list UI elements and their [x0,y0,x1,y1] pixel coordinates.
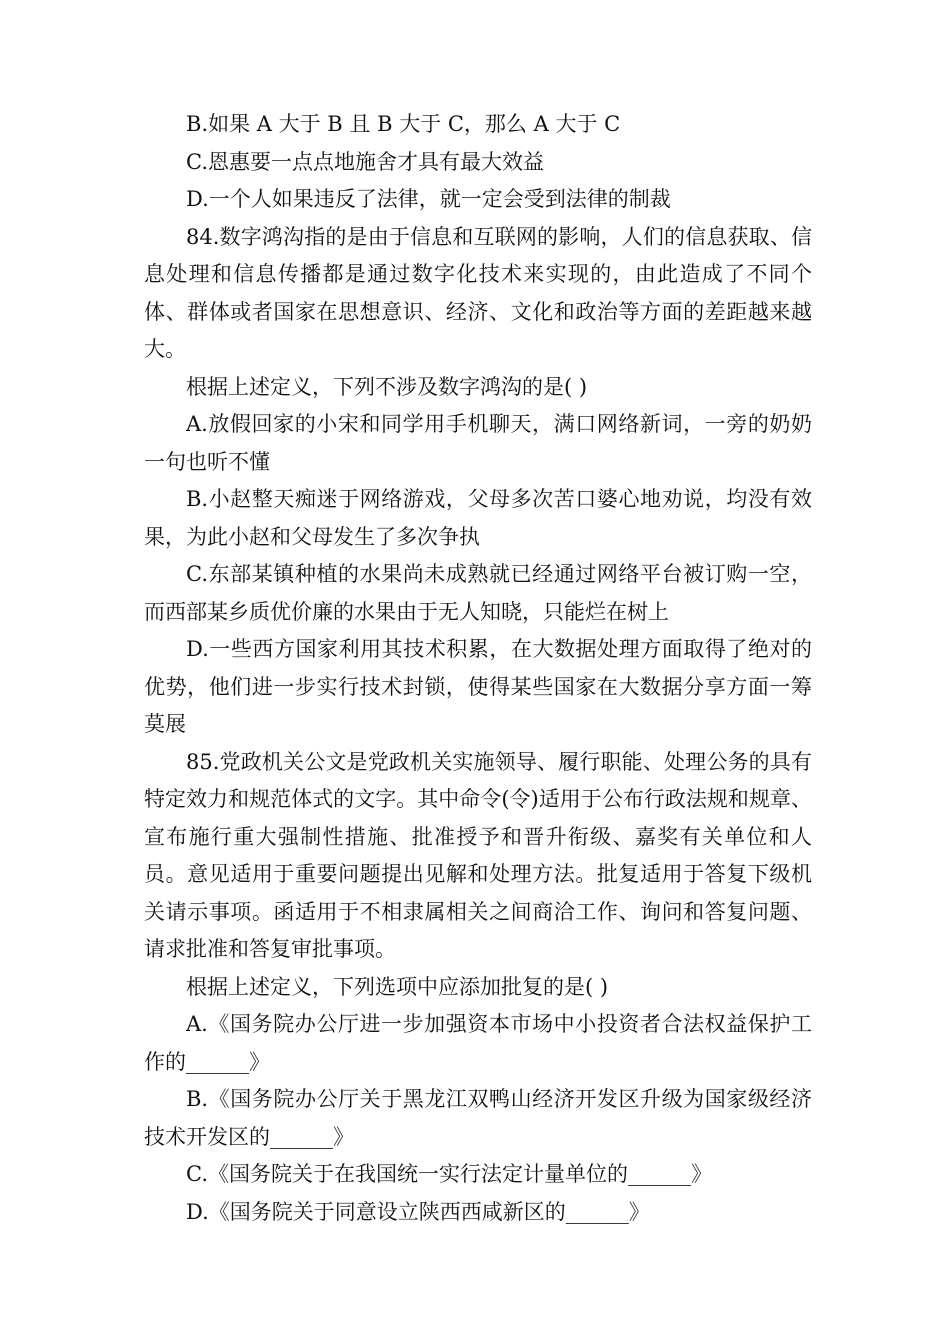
option-c-q84: C.东部某镇种植的水果尚未成熟就已经通过网络平台被订购一空，而西部某乡质优价廉的水果由于无人知晓，只能烂在树上 [144,562,812,624]
option-c-q83: C.恩惠要一点点地施舍才具有最大效益 [186,149,544,174]
option-d-q84: D.一些西方国家利用其技术积累，在大数据处理方面取得了绝对的优势，他们进一步实行技术封锁，使得某些国家在大数据分享方面一筹莫展 [144,637,812,736]
document-page [144,106,812,1231]
option-d-q83: D.一个人如果违反了法律，就一定会受到法律的制裁 [186,187,671,211]
option-c-q85: C.《国务院关于在我国统一实行法定计量单位的______》 [186,1162,712,1186]
option-b-q83: B.如果 A 大于 B 且 B 大于 C，那么 A 大于 C [186,112,621,136]
question-84-definition: 84.数字鸿沟指的是由于信息和互联网的影响，人们的信息获取、信息处理和信息传播都是通过数字化技术来实现的，由此造成了不同个体、群体或者国家在思想意识、经济、文化和政治等方面的差距越来越大。 [144,224,812,361]
question-85-prompt: 根据上述定义，下列选项中应添加批复的是( ) [186,974,609,999]
question-84-prompt: 根据上述定义，下列不涉及数字鸿沟的是( ) [186,374,588,399]
option-b-q84: B.小赵整天痴迷于网络游戏，父母多次苦口婆心地劝说，均没有效果，为此小赵和父母发生了多次争执 [144,487,812,549]
option-d-q85: D.《国务院关于同意设立陕西西咸新区的______》 [186,1199,650,1224]
option-a-q84: A.放假回家的小宋和同学用手机聊天，满口网络新词，一旁的奶奶一句也听不懂 [144,412,812,474]
question-85-definition: 85.党政机关公文是党政机关实施领导、履行职能、处理公务的具有特定效力和规范体式的文字。其中命令(令)适用于公布行政法规和规章、宣布施行重大强制性措施、批准授予和晋升衔级、嘉奖有关单位和人员。意见适用于重要问题提出见解和处理方法。批复适用于答复下级机关请示事项。函适用于不相隶属相关之间商洽工作、询问和答复问题、请求批准和答复审批事项。 [144,749,812,961]
option-a-q85: A.《国务院办公厅进一步加强资本市场中小投资者合法权益保护工作的______》 [144,1012,812,1074]
option-b-q85: B.《国务院办公厅关于黑龙江双鸭山经济开发区升级为国家级经济技术开发区的______》 [144,1087,812,1149]
